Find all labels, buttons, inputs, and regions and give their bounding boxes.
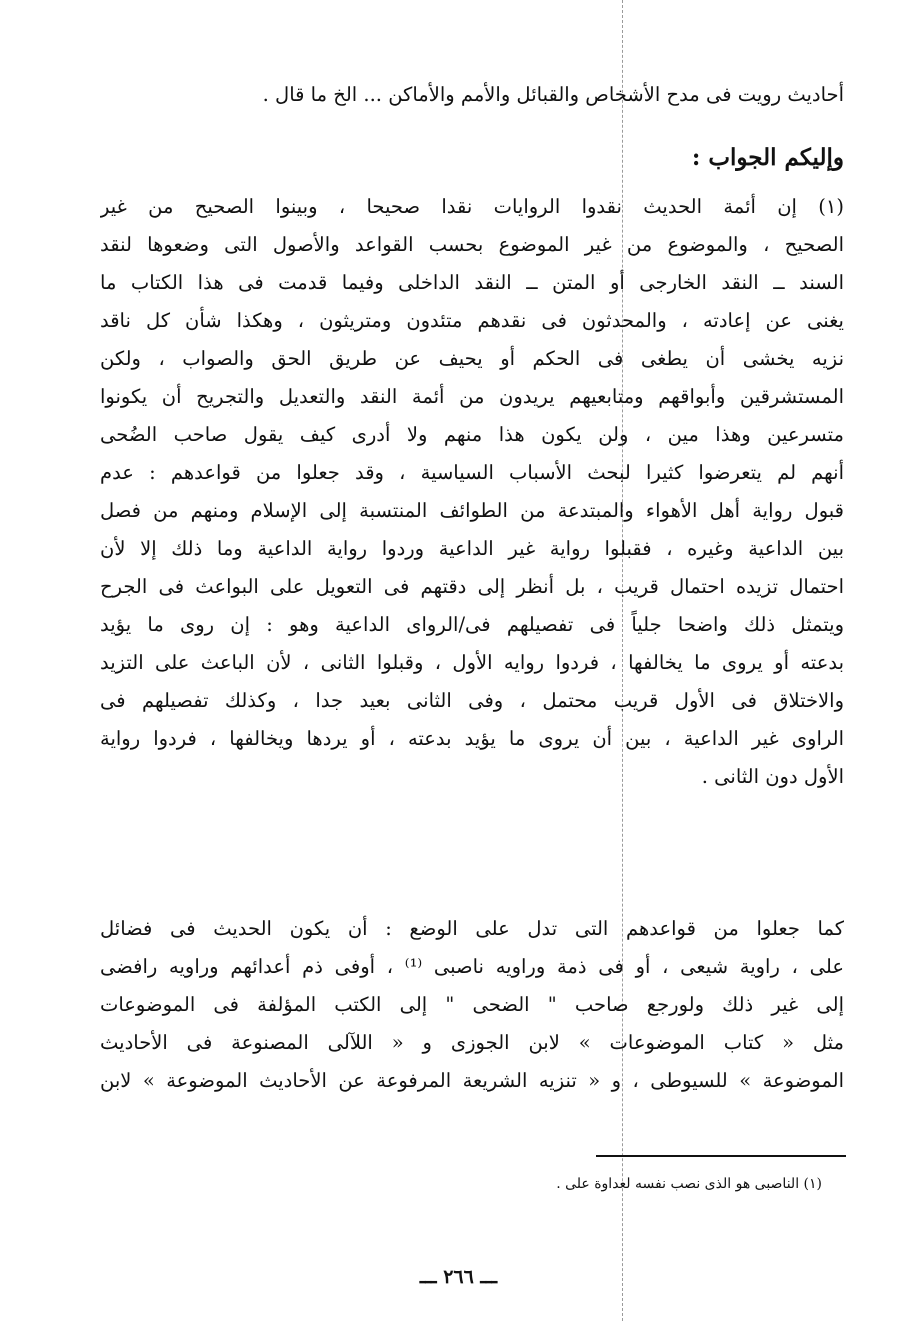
text-line: إلى غير ذلك ولورجع صاحب " الضحى " إلى الكتب المؤلفة فى الموضوعات <box>100 993 844 1016</box>
text-line: الصحيح ، والموضوع من غير الموضوع بحسب القواعد والأصول التى وضعوها لنقد <box>100 233 844 256</box>
paragraph-1 <box>100 188 844 796</box>
text-line: السند ــ النقد الخارجى أو المتن ــ النقد الداخلى وفيما قدمت فى هذا الكتاب ما <box>100 271 844 294</box>
text-line: يغنى عن إعادته ، والمحدثون فى نقدهم متئدون ومتريثون ، وهكذا شأن كل ناقد <box>100 309 844 332</box>
paragraph-2 <box>100 910 844 1100</box>
text-line: أنهم لم يتعرضوا كثيرا لبحث الأسباب السياسية ، وقد جعلوا من قواعدهم : عدم <box>100 461 844 484</box>
text-line: على ، راوية شيعى ، أو فى ذمة وراويه ناصبى ⁽¹⁾ ، أوفى ذم أعدائهم وراويه رافضى <box>100 955 844 978</box>
text-line: نزيه يخشى أن يطغى فى الحكم أو يحيف عن طريق الحق والصواب ، ولكن <box>100 347 844 370</box>
text-line: المستشرقين وأبواقهم ومتابعيهم يريدون من أئمة النقد والتعديل والتجريح أن يكونوا <box>100 385 844 408</box>
page-number: ـــ ٢٦٦ ـــ <box>419 1266 498 1288</box>
text-line: بدعته أو يروى ما يخالفها ، فردوا روايه الأول ، وقبلوا الثانى ، لأن الباعث على التزيد <box>100 651 844 674</box>
text-line: (١) إن أئمة الحديث نقدوا الروايات نقدا صحيحا ، وبينوا الصحيح من غير <box>100 195 844 218</box>
footnote: (١) الناصبى هو الذى نصب نفسه لعداوة على . <box>556 1176 822 1192</box>
text-line: والاختلاق فى الأول قريب محتمل ، وفى الثانى بعيد جدا ، وكذلك تفصيلهم فى <box>100 689 844 712</box>
text-line: ويتمثل ذلك واضحا جلياً فى تفصيلهم فى/الرواى الداعية وهو : إن روى ما يؤيد <box>100 613 844 636</box>
text-line: مثل « كتاب الموضوعات » لابن الجوزى و « اللآلى المصنوعة فى الأحاديث <box>100 1031 844 1054</box>
section-heading: وإليكم الجواب : <box>691 144 844 171</box>
text-line: قبول رواية أهل الأهواء والمبتدعة من الطوائف المنتسبة إلى الإسلام ومنهم من فصل <box>100 499 844 522</box>
text-line: الموضوعة » للسيوطى ، و « تنزيه الشريعة المرفوعة عن الأحاديث الموضوعة » لابن <box>100 1069 844 1092</box>
footnote-divider <box>596 1155 846 1157</box>
intro-text <box>100 76 844 114</box>
text-line: متسرعين وهذا مين ، ولن يكون هذا منهم ولا أدرى كيف يقول صاحب الضُحى <box>100 423 844 446</box>
text-line: الأول دون الثانى . <box>701 765 844 788</box>
text-line: احتمال تزيده احتمال قريب ، بل أنظر إلى دقتهم فى التعويل على البواعث فى الجرح <box>100 575 844 598</box>
text-line: أحاديث رويت فى مدح الأشخاص والقبائل والأمم والأماكن ... الخ ما قال . <box>262 83 844 106</box>
text-line: كما جعلوا من قواعدهم التى تدل على الوضع : أن يكون الحديث فى فضائل <box>100 917 844 940</box>
text-line: الراوى غير الداعية ، بين أن يروى ما يؤيد بدعته ، أو يردها ويخالفها ، فردوا رواية <box>100 727 844 750</box>
text-line: بين الداعية وغيره ، فقبلوا رواية غير الداعية وردوا رواية الداعية وما ذلك إلا لأن <box>100 537 844 560</box>
